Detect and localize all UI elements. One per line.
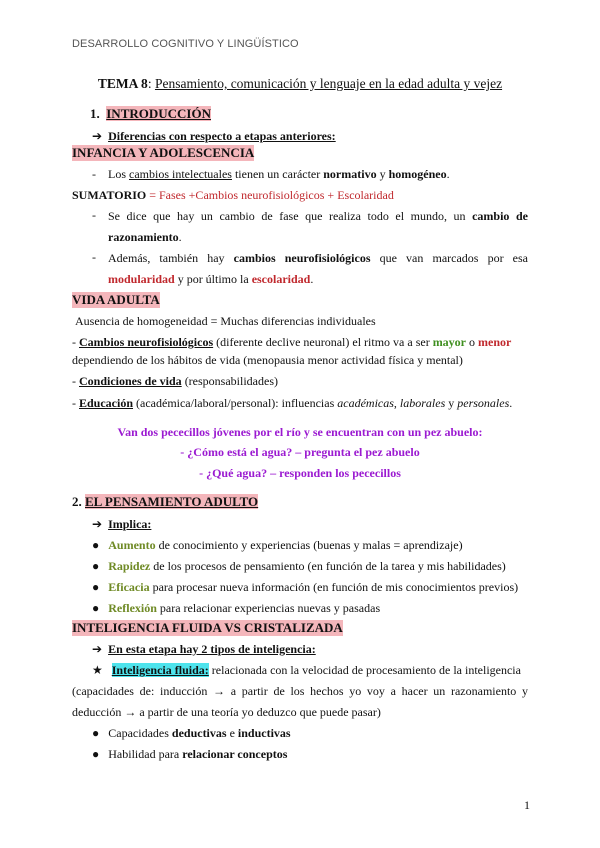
bullet-dot-icon: ●: [92, 601, 100, 615]
running-header: DESARROLLO COGNITIVO Y LINGÜÍSTICO: [72, 38, 299, 50]
text: Capacidades: [108, 726, 172, 740]
condiciones-line: [72, 373, 278, 389]
text: Condiciones de vida: [79, 374, 182, 388]
text: Educación: [79, 396, 134, 410]
dash-bullet: -: [92, 208, 96, 222]
quote-line-3: - ¿Qué agua? – responden los pececillos: [199, 466, 401, 480]
capacidades-line-1: (capacidades de: inducción → a partir de los hechos yo voy a hacer un razonamiento y: [72, 684, 528, 698]
text: (diferente declive neuronal) el ritmo va a ser: [213, 335, 433, 349]
bullet-dot-icon: ●: [92, 747, 100, 761]
neuro-line-2: [108, 271, 313, 287]
text: laborales: [399, 396, 446, 410]
text: académicas: [337, 396, 394, 410]
list-item: [92, 746, 287, 762]
vida-heading: VIDA ADULTA: [72, 292, 160, 307]
text: mayor: [432, 335, 467, 349]
text: de los procesos de pensamiento (en función de la tarea y mis habilidades): [150, 559, 506, 573]
page-number: 1: [524, 798, 530, 812]
text: -: [72, 396, 79, 410]
bullet-dot-icon: ●: [92, 559, 100, 573]
title-sep: :: [147, 76, 155, 91]
text: .: [509, 396, 513, 410]
bullet-dot-icon: ●: [92, 580, 100, 594]
text: escolaridad: [251, 272, 311, 286]
text: Los: [108, 167, 129, 181]
text: relacionada con la velocidad de procesamiento de la inteligencia: [208, 663, 521, 677]
text: e: [226, 726, 238, 740]
text: -: [72, 374, 79, 388]
text: menor: [478, 335, 512, 349]
text: personales: [457, 396, 510, 410]
dash-bullet: -: [92, 250, 96, 264]
dash-bullet: -: [92, 167, 96, 181]
text: razonamiento: [108, 230, 179, 244]
list-item: [92, 579, 518, 595]
text: normativo: [323, 167, 377, 181]
list-item: [92, 537, 463, 553]
title-text: Pensamiento, comunicación y lenguaje en la edad adulta y vejez: [154, 76, 503, 91]
text: Inteligencia fluida:: [111, 663, 209, 677]
fase-line-2: [108, 229, 182, 245]
inteligencia-heading: INTELIGENCIA FLUIDA VS CRISTALIZADA: [72, 620, 343, 635]
text: tienen un carácter: [231, 167, 324, 181]
list-item: [92, 558, 506, 574]
text: Aumento: [108, 538, 156, 552]
fluida-line: [92, 662, 521, 678]
text: homogéneo: [388, 167, 447, 181]
educacion-line: [72, 395, 512, 411]
text: o: [466, 335, 479, 349]
text: para procesar nueva información (en función de mis conocimientos previos): [149, 580, 519, 594]
text: modularidad: [108, 272, 175, 286]
text: Además, también hay: [108, 251, 234, 265]
text: y: [376, 167, 389, 181]
tipos-line: [92, 641, 316, 657]
tipos-text: En esta etapa hay 2 tipos de inteligencia:: [108, 642, 316, 656]
capacidades-line-2: deducción → a partir de una teoría yo deduzco que puede pasar): [72, 705, 381, 719]
text: Rapidez: [108, 559, 151, 573]
section-number: 1.: [90, 106, 100, 121]
section-title: EL PENSAMIENTO ADULTO: [85, 494, 259, 509]
text: Cambios neurofisiológicos: [79, 335, 214, 349]
text: y por último la: [174, 272, 252, 286]
text: Reflexión: [108, 601, 157, 615]
cambios-neuro-line: [72, 334, 511, 350]
text: (académica/laboral/personal): influencias: [133, 396, 338, 410]
ausencia-line: Ausencia de homogeneidad = Muchas diferencias individuales: [75, 314, 376, 328]
list-item: [92, 600, 380, 616]
text: cambios intelectuales: [129, 167, 232, 181]
section-1-heading: [90, 106, 211, 122]
page-title: [0, 76, 600, 92]
list-item: [92, 725, 291, 741]
text: -: [72, 335, 79, 349]
section-title: INTRODUCCIÓN: [106, 106, 211, 121]
text: Eficacia: [108, 580, 150, 594]
infancia-heading: INFANCIA Y ADOLESCENCIA: [72, 145, 255, 160]
text: .: [178, 230, 182, 244]
text: inductivas: [237, 726, 291, 740]
arrow-icon: ➔: [92, 642, 103, 656]
sumatorio-label: SUMATORIO: [72, 188, 147, 202]
text: Habilidad para: [108, 747, 183, 761]
section-number: 2.: [72, 494, 82, 509]
text: relacionar conceptos: [182, 747, 288, 761]
section-2-heading: [72, 494, 258, 510]
text: cambio de: [472, 209, 528, 223]
text: cambios neurofisiológicos: [233, 251, 371, 265]
neuro-line-1: [108, 250, 528, 266]
diferencias-line: [92, 128, 336, 144]
text: y: [445, 396, 458, 410]
implica-line: [92, 516, 151, 532]
fase-line-1: [108, 208, 528, 224]
text: ,: [393, 396, 400, 410]
text: de conocimiento y experiencias (buenas y malas = aprendizaje): [155, 538, 463, 552]
text: Se dice que hay un cambio de fase que realiza todo el mundo, un: [108, 209, 473, 223]
implica-text: Implica:: [108, 517, 152, 531]
dependiendo-line: dependiendo de los hábitos de vida (menopausia menor actividad física y mental): [72, 353, 463, 367]
diferencias-text: Diferencias con respecto a etapas anteriores:: [108, 129, 336, 143]
star-icon: ★: [92, 663, 103, 677]
quote-line-2: - ¿Cómo está el agua? – pregunta el pez abuelo: [180, 445, 420, 459]
text: (responsabilidades): [181, 374, 278, 388]
infancia-item: [92, 166, 450, 182]
text: .: [446, 167, 450, 181]
text: .: [310, 272, 314, 286]
sumatorio-formula: = Fases +Cambios neurofisiológicos + Escolaridad: [146, 188, 394, 202]
arrow-icon: ➔: [92, 129, 103, 143]
text: para relacionar experiencias nuevas y pasadas: [156, 601, 381, 615]
quote-line-1: Van dos pececillos jóvenes por el río y se encuentran con un pez abuelo:: [117, 425, 483, 439]
bullet-dot-icon: ●: [92, 538, 100, 552]
text: que van marcados por esa: [370, 251, 528, 265]
arrow-icon: ➔: [92, 517, 103, 531]
sumatorio-line: [72, 187, 394, 203]
bullet-dot-icon: ●: [92, 726, 100, 740]
text: deductivas: [171, 726, 227, 740]
title-prefix: TEMA 8: [97, 76, 148, 91]
